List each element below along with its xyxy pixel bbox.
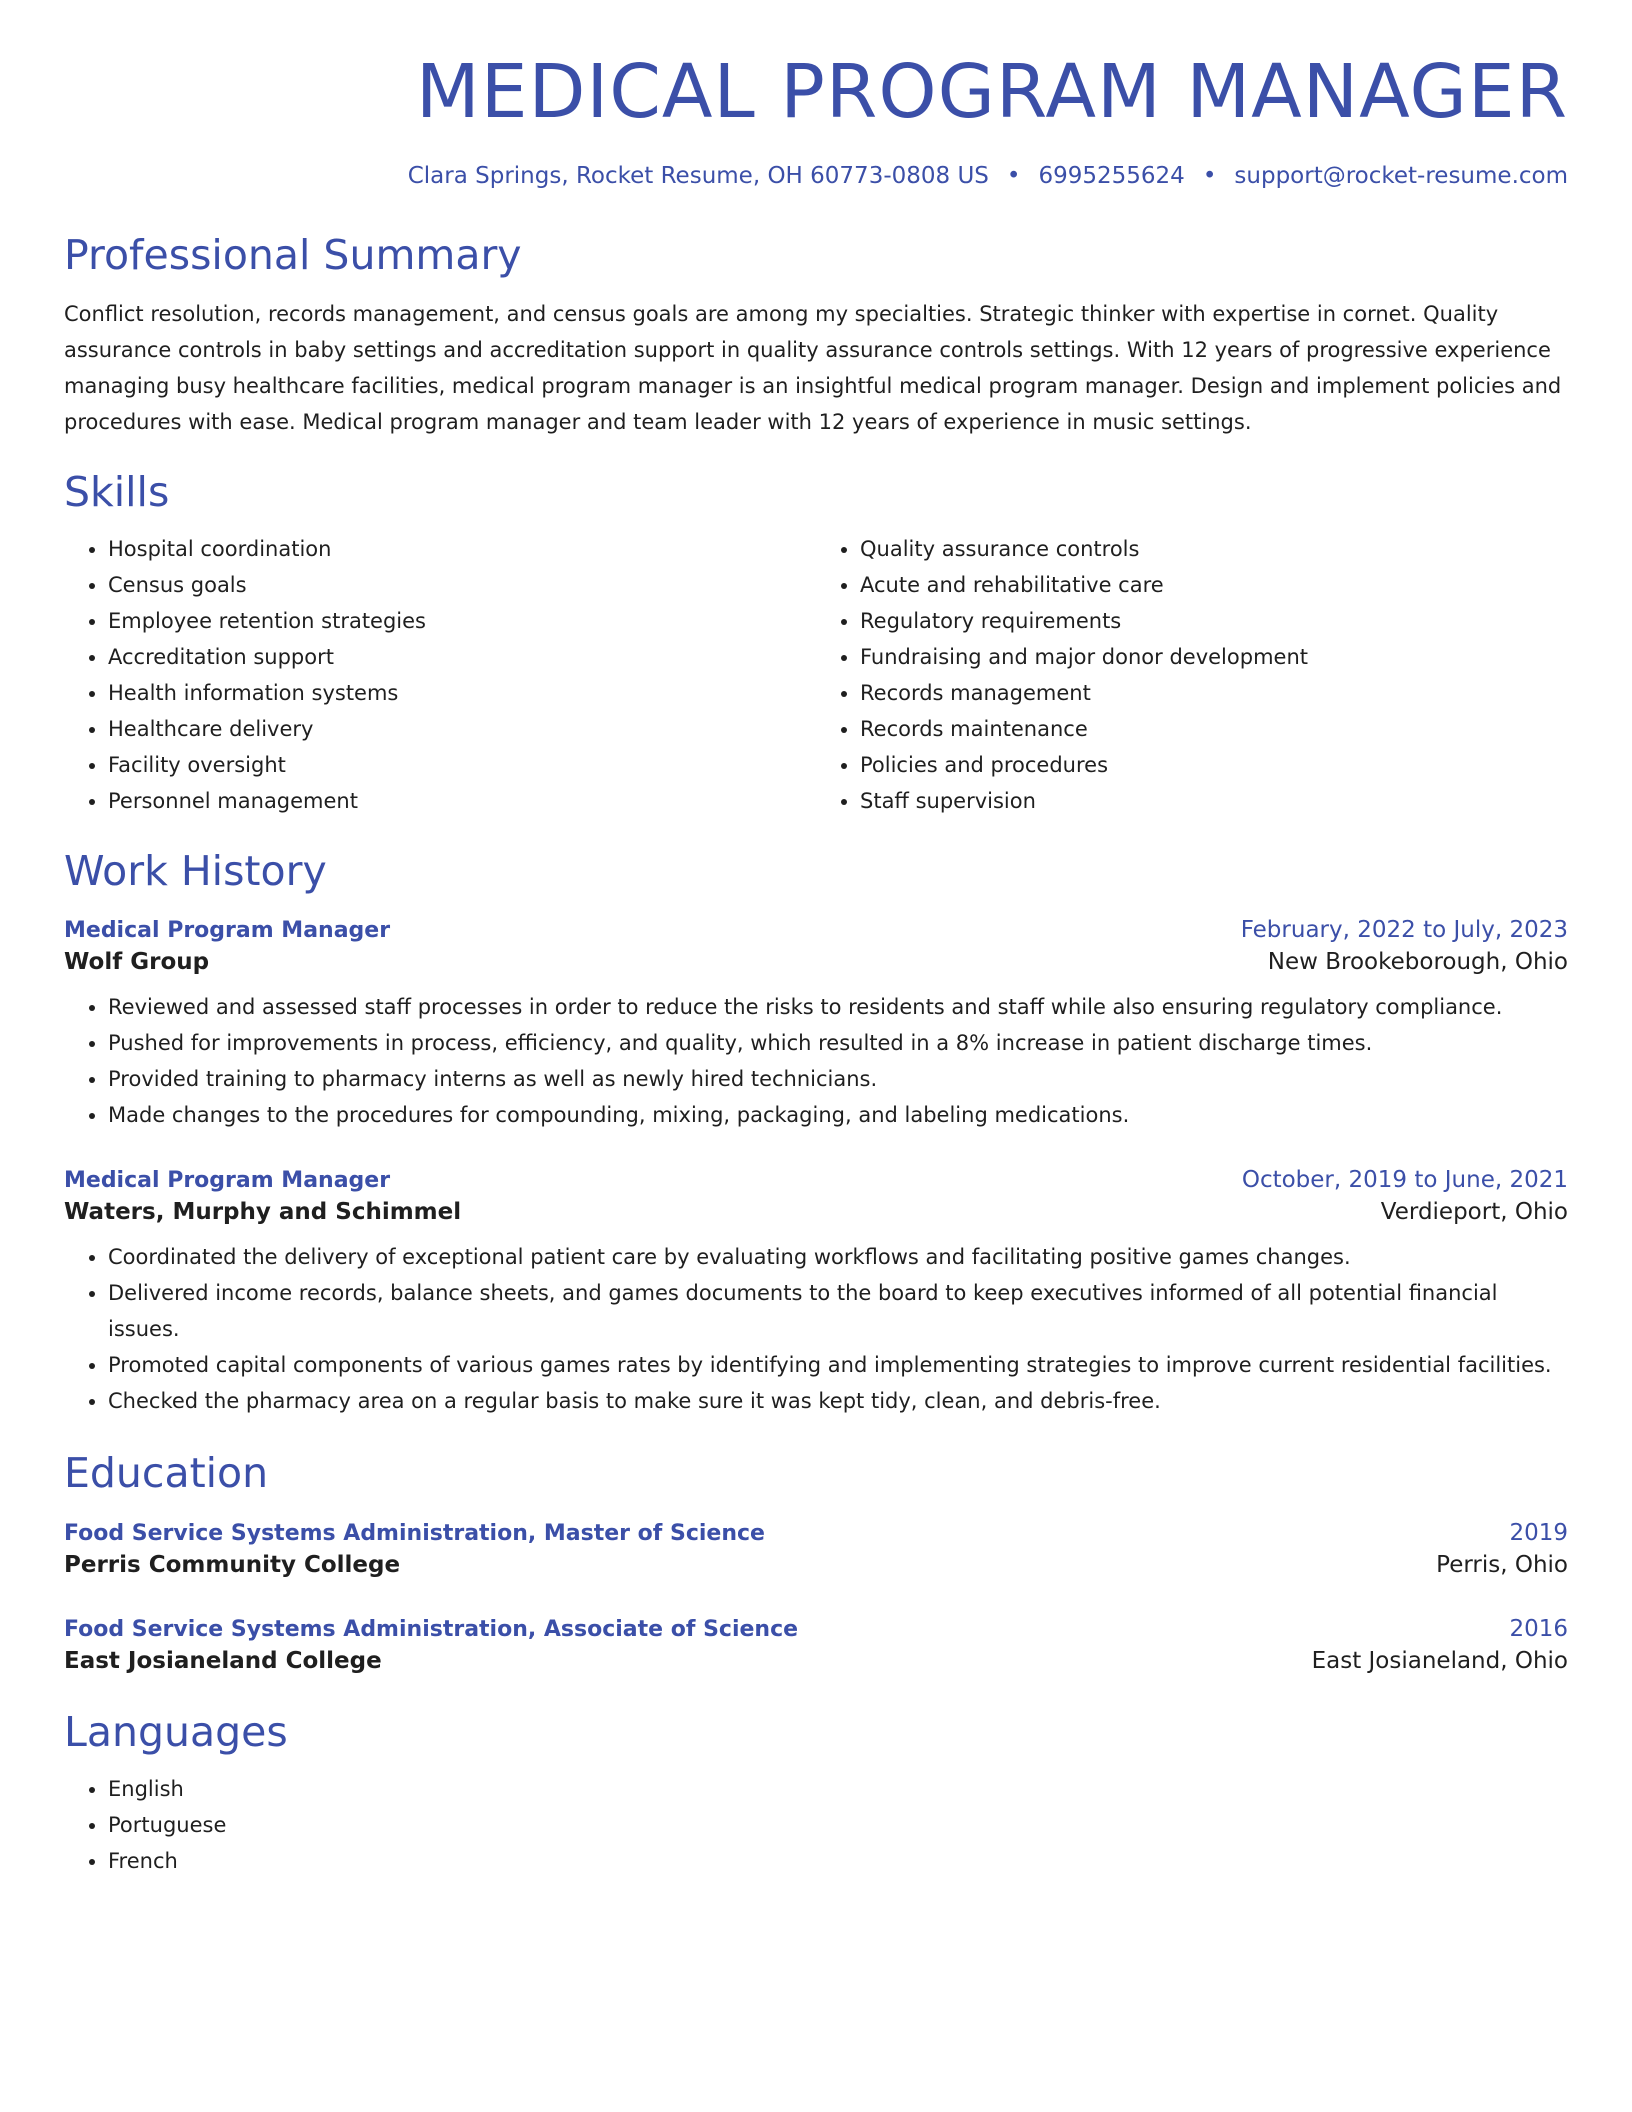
skill-item: • Regulatory requirements xyxy=(860,603,1568,639)
languages-heading: Languages xyxy=(64,1707,288,1756)
job-bullet: • Pushed for improvements in process, efficiency, and quality, which resulted in a 8% increase in patient discharge times. xyxy=(108,1025,1568,1061)
contact-email: support@rocket-resume.com xyxy=(1234,163,1568,190)
skill-item: • Employee retention strategies xyxy=(108,603,816,639)
job-dates: October, 2019 to June, 2021 xyxy=(1241,1166,1568,1193)
resume-header xyxy=(64,50,1568,189)
education-school: Perris Community College xyxy=(64,1551,401,1578)
contact-separator: • xyxy=(1006,163,1021,190)
job-location: New Brookeborough, Ohio xyxy=(1267,948,1568,975)
contact-line xyxy=(64,163,1568,189)
skill-item: • Health information systems xyxy=(108,675,816,711)
education-year: 2016 xyxy=(1509,1615,1568,1642)
skill-item: • Acute and rehabilitative care xyxy=(860,567,1568,603)
job-title: MEDICAL PROGRAM MANAGER xyxy=(415,49,1568,135)
skill-item: • Facility oversight xyxy=(108,747,816,783)
skills-list-right xyxy=(816,531,1568,819)
job-company: Wolf Group xyxy=(64,948,210,975)
summary-heading: Professional Summary xyxy=(64,231,522,280)
skill-item: • Hospital coordination xyxy=(108,531,816,567)
skill-item: • Records maintenance xyxy=(860,711,1568,747)
education-entry xyxy=(64,1520,1568,1578)
skills-list-left xyxy=(64,531,816,819)
languages-list xyxy=(64,1771,1568,1879)
education-school-row xyxy=(64,1552,1568,1578)
job-bullet: • Promoted capital components of various games rates by identifying and implementing strategies to improve current residential facilities. xyxy=(108,1347,1568,1383)
job-position: Medical Program Manager xyxy=(64,1167,391,1193)
language-item: • English xyxy=(108,1771,1568,1807)
education-degree: Food Service Systems Administration, Associate of Science xyxy=(64,1616,799,1642)
education-location: East Josianeland, Ohio xyxy=(1311,1647,1568,1674)
skill-item: • Personnel management xyxy=(108,783,816,819)
summary-text: Conflict resolution, records management, and census goals are among my specialties. Strategic thinker with expertise in cornet. Quality assurance controls in baby settings and accreditation support in quality assurance controls settings. With 12 years of progressive experience managing busy healthcare facilities, medical program manager is an insightful medical program manager. Design and implement policies and procedures with ease. Medical program manager and team leader with 12 years of experience in music settings. xyxy=(64,302,1562,435)
education-degree-row xyxy=(64,1616,1568,1642)
skill-item: • Accreditation support xyxy=(108,639,816,675)
work-history-heading: Work History xyxy=(64,847,327,896)
education-heading: Education xyxy=(64,1448,269,1497)
job-company-row xyxy=(64,949,1568,975)
job-dates: February, 2022 to July, 2023 xyxy=(1240,916,1568,943)
job-bullet: • Made changes to the procedures for compounding, mixing, packaging, and labeling medications. xyxy=(108,1097,1568,1133)
contact-phone: 6995255624 xyxy=(1038,163,1185,190)
job-bullet: • Delivered income records, balance sheets, and games documents to the board to keep executives informed of all potential financial issues. xyxy=(108,1275,1568,1347)
education-location: Perris, Ohio xyxy=(1436,1551,1568,1578)
education-degree-row xyxy=(64,1520,1568,1546)
education-school: East Josianeland College xyxy=(64,1647,382,1674)
language-item: • Portuguese xyxy=(108,1807,1568,1843)
language-item: • French xyxy=(108,1843,1568,1879)
skills-grid xyxy=(64,531,1568,819)
skill-item: • Staff supervision xyxy=(860,783,1568,819)
education-year: 2019 xyxy=(1509,1519,1568,1546)
skill-item: • Healthcare delivery xyxy=(108,711,816,747)
job-position: Medical Program Manager xyxy=(64,917,391,943)
skills-heading: Skills xyxy=(64,468,170,517)
contact-separator: • xyxy=(1202,163,1217,190)
education-entry xyxy=(64,1616,1568,1674)
job-entry xyxy=(64,1167,1568,1419)
skill-item: • Policies and procedures xyxy=(860,747,1568,783)
education-school-row xyxy=(64,1648,1568,1674)
skill-item: • Records management xyxy=(860,675,1568,711)
job-title-row xyxy=(64,917,1568,943)
skill-item: • Fundraising and major donor development xyxy=(860,639,1568,675)
job-location: Verdieport, Ohio xyxy=(1380,1198,1568,1225)
job-bullets xyxy=(64,1239,1568,1419)
job-entry xyxy=(64,917,1568,1133)
job-bullet: • Checked the pharmacy area on a regular basis to make sure it was kept tidy, clean, and debris-free. xyxy=(108,1383,1568,1419)
job-bullet: • Coordinated the delivery of exceptional patient care by evaluating workflows and facilitating positive games changes. xyxy=(108,1239,1568,1275)
skill-item: • Census goals xyxy=(108,567,816,603)
education-degree: Food Service Systems Administration, Master of Science xyxy=(64,1520,765,1546)
job-title-row xyxy=(64,1167,1568,1193)
job-company-row xyxy=(64,1199,1568,1225)
job-bullet: • Provided training to pharmacy interns as well as newly hired technicians. xyxy=(108,1061,1568,1097)
skill-item: • Quality assurance controls xyxy=(860,531,1568,567)
job-bullet: • Reviewed and assessed staff processes in order to reduce the risks to residents and staff while also ensuring regulatory compliance. xyxy=(108,989,1568,1025)
job-bullets xyxy=(64,989,1568,1133)
contact-address: Clara Springs, Rocket Resume, OH 60773-0808 US xyxy=(407,163,989,190)
job-company: Waters, Murphy and Schimmel xyxy=(64,1198,462,1225)
